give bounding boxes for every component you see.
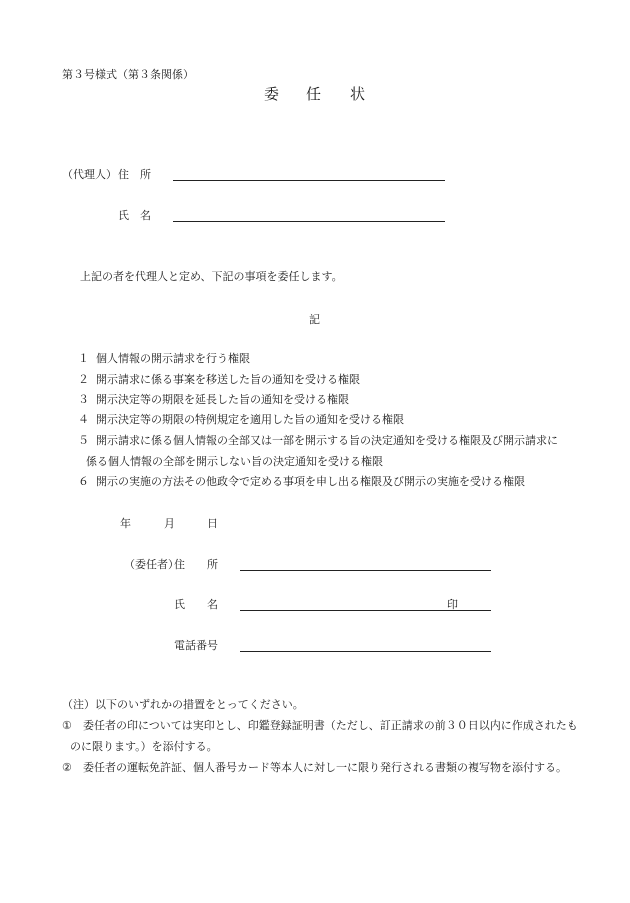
title-char-1: 委 [264, 85, 280, 103]
date-year-label: 年 [120, 517, 131, 530]
item-text: 開示決定等の期限を延長した旨の通知を受ける権限 [96, 393, 349, 406]
note-2-text: 委任者の運転免許証、個人番号カード等本人に対し一に限り発行される書類の複写物を添付する。 [83, 761, 567, 774]
item-text: 開示の実施の方法その他政令で定める事項を申し出る権限及び開示の実施を受ける権限 [96, 475, 525, 488]
agent-prefix-label: （代理人） [62, 168, 117, 181]
item-text-continuation: 係る個人情報の全部を開示しない旨の決定通知を受ける権限 [86, 455, 383, 468]
date-month-label: 月 [164, 517, 175, 530]
principal-address-label: 住 所 [174, 558, 218, 571]
item-number: ５ [78, 434, 89, 447]
principal-address-line [240, 570, 491, 571]
date-day-label: 日 [207, 517, 218, 530]
ki-heading: 記 [309, 313, 320, 326]
title-char-2: 任 [306, 85, 322, 103]
item-text: 開示請求に係る個人情報の全部又は一部を開示する旨の決定通知を受ける権限及び開示請求に [96, 434, 558, 447]
note-1-text: 委任者の印については実印とし、印鑑登録証明書（ただし、訂正請求の前３０日以内に作成されたも [83, 719, 578, 732]
agent-address-label: 住 所 [118, 168, 151, 181]
item-number: ４ [78, 413, 89, 426]
principal-prefix-label: （委任者） [124, 558, 179, 571]
agent-address-line [173, 180, 445, 181]
item-number: ６ [78, 475, 89, 488]
note-2-mark: ② [62, 761, 72, 774]
item-text: 開示決定等の期限の特例規定を適用した旨の通知を受ける権限 [96, 413, 404, 426]
notes-intro: （注）以下のいずれかの措置をとってください。 [62, 698, 304, 711]
principal-phone-line [240, 651, 491, 652]
item-number: ３ [78, 393, 89, 406]
item-text: 個人情報の開示請求を行う権限 [96, 352, 250, 365]
note-1-continuation: のに限ります。）を添付する。 [70, 740, 218, 753]
title-char-3: 状 [350, 85, 366, 103]
seal-mark: 印 [447, 598, 458, 611]
agent-name-label: 氏 名 [118, 209, 151, 222]
item-number: ２ [78, 373, 89, 386]
principal-name-label: 氏 名 [174, 598, 218, 611]
item-text: 開示請求に係る事案を移送した旨の通知を受ける権限 [96, 373, 360, 386]
item-number: １ [78, 352, 89, 365]
form-label: 第３号様式（第３条関係） [62, 68, 194, 81]
delegation-statement: 上記の者を代理人と定め、下記の事項を委任します。 [80, 270, 343, 283]
principal-phone-label: 電話番号 [174, 639, 218, 652]
note-1-mark: ① [62, 719, 72, 732]
agent-name-line [173, 221, 445, 222]
